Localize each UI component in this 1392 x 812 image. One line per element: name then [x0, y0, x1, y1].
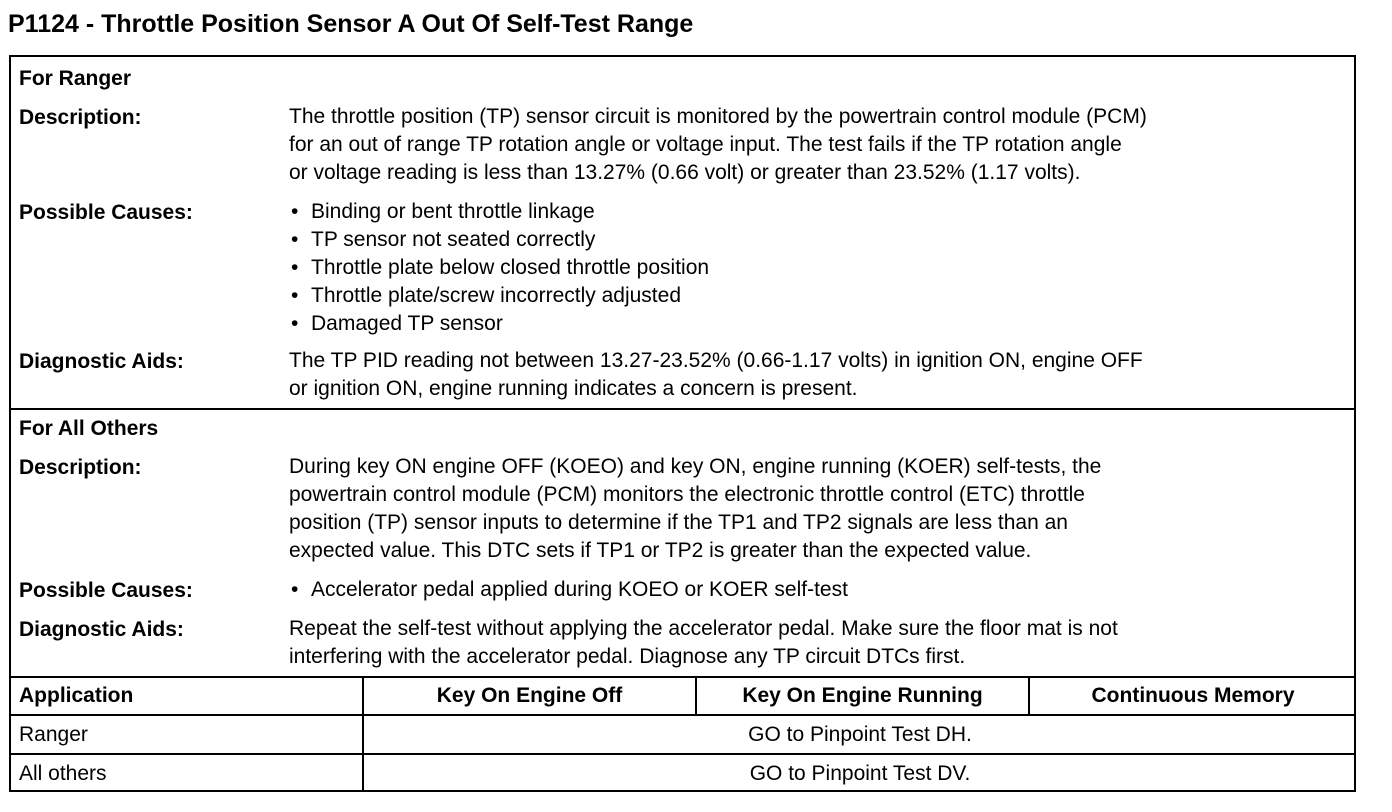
- table-cell-application: All others: [19, 762, 107, 785]
- table-cell-action: GO to Pinpoint Test DV.: [749, 762, 971, 785]
- text-line: The throttle position (TP) sensor circuit is monitored by the powertrain control module (PCM): [289, 105, 1147, 128]
- text-line: During key ON engine OFF (KOEO) and key ON, engine running (KOER) self-tests, the: [289, 455, 1102, 478]
- table-cell-application: Ranger: [19, 723, 88, 746]
- table-header-koeo: Key On Engine Off: [436, 684, 623, 707]
- table-top-border: [11, 676, 1354, 678]
- text-line: The TP PID reading not between 13.27-23.52% (0.66-1.17 volts) in ignition ON, engine OFF: [289, 349, 1143, 372]
- description-label: Description:: [19, 456, 142, 479]
- cause-item: • Throttle plate/screw incorrectly adjusted: [289, 282, 1340, 310]
- possible-causes-label: Possible Causes:: [19, 579, 193, 602]
- cause-item: • Throttle plate below closed throttle position: [289, 254, 1340, 282]
- possible-causes-label: Possible Causes:: [19, 201, 193, 224]
- description-text: [289, 453, 1340, 565]
- description-label: Description:: [19, 106, 142, 129]
- text-line: expected value. This DTC sets if TP1 or TP2 is greater than the expected value.: [289, 539, 1032, 562]
- description-text: [289, 103, 1340, 187]
- table-header-continuous-memory: Continuous Memory: [1091, 684, 1295, 707]
- section-heading: For Ranger: [19, 67, 132, 90]
- table-row-divider: [11, 753, 1354, 755]
- section-ranger: [11, 57, 1354, 409]
- text-line: for an out of range TP rotation angle or voltage input. The test fails if the TP rotation angle: [289, 133, 1122, 156]
- text-line: or ignition ON, engine running indicates a concern is present.: [289, 377, 858, 400]
- possible-causes-list: [289, 198, 1340, 338]
- text-line: or voltage reading is less than 13.27% (0.66 volt) or greater than 23.52% (1.17 volts).: [289, 161, 1081, 184]
- table-header-divider: [11, 714, 1354, 716]
- diagnostic-aids-text: [289, 615, 1340, 671]
- section-heading: For All Others: [19, 417, 159, 440]
- diagnostic-aids-label: Diagnostic Aids:: [19, 618, 184, 641]
- diagnostic-frame: [9, 55, 1356, 792]
- table-cell-action: GO to Pinpoint Test DH.: [748, 723, 972, 746]
- diagnostic-aids-text: [289, 347, 1340, 403]
- text-line: position (TP) sensor inputs to determine if the TP1 and TP2 signals are less than an: [289, 511, 1068, 534]
- cause-item: • Damaged TP sensor: [289, 310, 1340, 338]
- cause-item: • TP sensor not seated correctly: [289, 226, 1340, 254]
- text-line: interfering with the accelerator pedal. Diagnose any TP circuit DTCs first.: [289, 645, 966, 668]
- section-all-others: [11, 409, 1354, 677]
- page-title: P1124 - Throttle Position Sensor A Out Of Self-Test Range: [8, 10, 694, 38]
- possible-causes-list: [289, 576, 1340, 604]
- cause-item: • Binding or bent throttle linkage: [289, 198, 1340, 226]
- text-line: powertrain control module (PCM) monitors the electronic throttle control (ETC) throttle: [289, 483, 1085, 506]
- text-line: Repeat the self-test without applying the accelerator pedal. Make sure the floor mat is not: [289, 617, 1118, 640]
- table-header-koer: Key On Engine Running: [742, 684, 983, 707]
- table-header-application: Application: [19, 684, 134, 707]
- cause-item: • Accelerator pedal applied during KOEO or KOER self-test: [289, 576, 1340, 604]
- diagnostic-aids-label: Diagnostic Aids:: [19, 350, 184, 373]
